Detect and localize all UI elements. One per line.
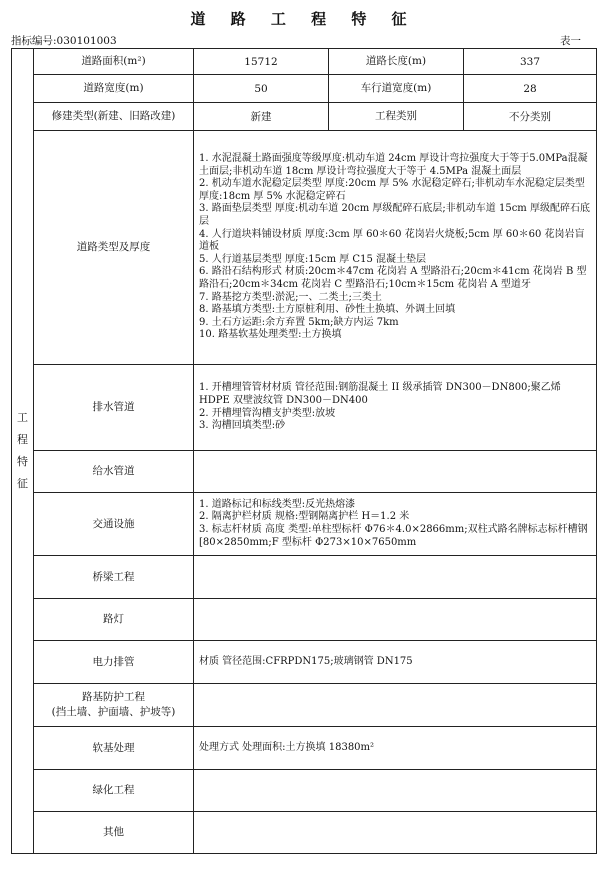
- project-category-value: 不分类别: [464, 103, 597, 131]
- engineering-features-table: [11, 48, 597, 854]
- table-row: [12, 556, 597, 599]
- list-item: 2. 隔离护栏材质 规格:型钢隔离护栏 H＝1.2 米: [199, 511, 410, 523]
- page-title: 道 路 工 程 特 征: [190, 10, 417, 28]
- list-item: 1. 开槽埋管管材材质 管径范围:钢筋混凝土 II 级承插管 DN300－DN800;聚乙烯 HDPE 双壁波纹管 DN300－DN400: [199, 382, 561, 406]
- traffic-facilities-label: 交通设施: [34, 493, 194, 556]
- greening-content: [194, 770, 597, 812]
- table-row: [12, 641, 597, 684]
- list-item: 9. 土石方运距:余方弃置 5km;缺方内运 7km: [199, 316, 399, 328]
- table-row: [12, 493, 597, 556]
- traffic-facilities-content: [194, 493, 597, 556]
- bridge-content: [194, 556, 597, 599]
- soft-foundation-content: [194, 727, 597, 770]
- table-row: [12, 365, 597, 451]
- list-item: 材质 管径范围:CFRPDN175;玻璃钢管 DN175: [199, 655, 413, 667]
- road-length-label: 道路长度(m): [329, 49, 464, 75]
- table-row: [12, 770, 597, 812]
- road-type-label: 道路类型及厚度: [34, 131, 194, 365]
- table-row: [12, 684, 597, 727]
- road-width-label: 道路宽度(m): [34, 75, 194, 103]
- side-label: 工 程 特 征: [12, 49, 34, 854]
- water-supply-label: 给水管道: [34, 451, 194, 493]
- list-item: 8. 路基填方类型:土方原桩利用、砂性土换填、外调土回填: [199, 304, 456, 316]
- other-label: 其他: [34, 812, 194, 854]
- bridge-label: 桥梁工程: [34, 556, 194, 599]
- list-item: 4. 人行道块料铺设材质 厚度:3cm 厚 60＊60 花岗岩火烧板;5cm 厚 60＊60 花岗岩盲道板: [199, 228, 585, 253]
- drainage-label: 排水管道: [34, 365, 194, 451]
- subgrade-protection-content: [194, 684, 597, 727]
- soft-foundation-label: 软基处理: [34, 727, 194, 770]
- road-area-label: 道路面积(m²): [34, 49, 194, 75]
- table-row: [12, 131, 597, 365]
- table-row: [12, 599, 597, 641]
- index-code: 指标编号:030101003: [11, 35, 117, 47]
- table-row: [12, 812, 597, 854]
- build-type-value: 新建: [194, 103, 329, 131]
- water-supply-content: [194, 451, 597, 493]
- greening-label: 绿化工程: [34, 770, 194, 812]
- subgrade-protection-label: 路基防护工程 (挡土墙、护面墙、护坡等): [34, 684, 194, 727]
- carriageway-width-value: 28: [464, 75, 597, 103]
- other-content: [194, 812, 597, 854]
- power-duct-content: [194, 641, 597, 684]
- list-item: 1. 道路标记和标线类型:反光热熔漆: [199, 498, 356, 510]
- project-category-label: 工程类别: [329, 103, 464, 131]
- list-item: 处理方式 处理面积:土方换填 18380m²: [199, 741, 375, 753]
- list-item: 5. 人行道基层类型 厚度:15cm 厚 C15 混凝土垫层: [199, 253, 426, 265]
- street-light-content: [194, 599, 597, 641]
- carriageway-width-label: 车行道宽度(m): [329, 75, 464, 103]
- list-item: 6. 路沿石结构形式 材质:20cm＊47cm 花岗岩 A 型路沿石;20cm＊41cm 花岗岩 B 型路沿石;20cm＊34cm 花岗岩 C 型路沿石;10cm＊15cm 花岗岩 A 型道牙: [199, 266, 587, 290]
- list-item: 3. 路面垫层类型 厚度:机动车道 20cm 厚级配碎石底层;非机动车道 15cm 厚级配碎石底层: [199, 203, 590, 228]
- road-type-content: [194, 131, 597, 365]
- build-type-label: 修建类型(新建、旧路改建): [34, 103, 194, 131]
- table-number: 表一: [560, 35, 581, 47]
- table-row: [12, 451, 597, 493]
- table-row: [12, 49, 597, 75]
- table-row: [12, 75, 597, 103]
- road-length-value: 337: [464, 49, 597, 75]
- table-row: [12, 103, 597, 131]
- list-item: 2. 机动车道水泥稳定层类型 厚度:20cm 厚 5% 水泥稳定碎石;非机动车水泥稳定层类型 厚度:18cm 厚 5% 水泥稳定碎石: [199, 178, 585, 202]
- power-duct-label: 电力排管: [34, 641, 194, 684]
- drainage-content: [194, 365, 597, 451]
- road-width-value: 50: [194, 75, 329, 103]
- road-area-value: 15712: [194, 49, 329, 75]
- street-light-label: 路灯: [34, 599, 194, 641]
- list-item: 1. 水泥混凝土路面强度等级厚度:机动车道 24cm 厚设计弯拉强度大于等于5.0MPa混凝土面层;非机动车道 18cm 厚设计弯拉强度大于等于 4.5MPa 混凝土面层: [199, 153, 588, 177]
- list-item: 3. 标志杆材质 高度 类型:单柱型标杆 Φ76＊4.0×2866mm;双柱式路名牌标志标杆槽钢[80×2850mm;F 型标杆 Φ273×10×7650mm: [199, 524, 588, 548]
- table-row: [12, 727, 597, 770]
- list-item: 2. 开槽埋管沟槽支护类型:放坡: [199, 407, 336, 419]
- list-item: 10. 路基软基处理类型:土方换填: [199, 329, 342, 341]
- list-item: 7. 路基挖方类型:淤泥;一、二类土;三类土: [199, 291, 382, 303]
- list-item: 3. 沟槽回填类型:砂: [199, 420, 286, 432]
